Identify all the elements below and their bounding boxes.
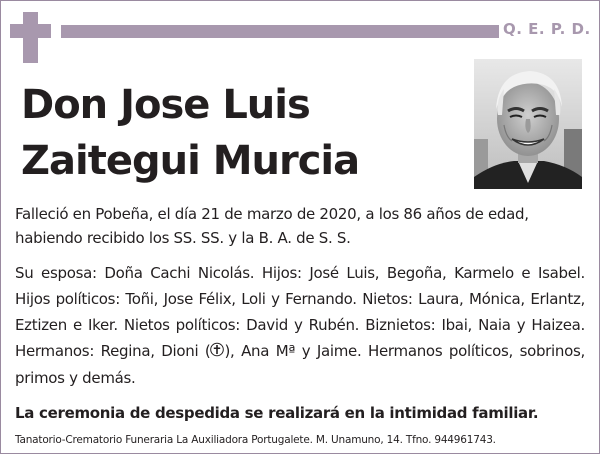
- deceased-cross-icon: [210, 339, 224, 365]
- deceased-portrait-photo: [474, 59, 582, 189]
- cross-icon-horizontal: [10, 24, 51, 38]
- family-list-part2: ), Ana Mª y Jaime. Hermanos políticos, sobrinos, primos y demás.: [15, 342, 585, 387]
- portrait-image: [474, 59, 582, 189]
- header-rule: [61, 25, 499, 38]
- deceased-name-line2: Zaitegui Murcia: [21, 138, 360, 184]
- funeral-home-info: Tanatorio-Crematorio Funeraria La Auxiliadora Portugalete. M. Unamuno, 14. Tfno. 944961743.: [15, 434, 496, 446]
- deceased-name-line1: Don Jose Luis: [21, 82, 310, 128]
- family-list: [15, 260, 585, 391]
- deceased-name: [21, 77, 359, 189]
- family-list-part1: Su esposa: Doña Cachi Nicolás. Hijos: José Luis, Begoña, Karmelo e Isabel. Hijos políticos: Toñi, Jose Félix, Loli y Fernando. Nietos: Laura, Mónica, Erlantz, Eztizen e Iker. Nietos políticos: David y Rubén. Biznietos: Ibai, Naia y Haizea. Hermanos: Regina, Dioni (: [15, 264, 585, 360]
- qepd-label: Q. E. P. D.: [503, 20, 591, 38]
- ceremony-notice: La ceremonia de despedida se realizará en la intimidad familiar.: [15, 404, 539, 422]
- death-announcement: Falleció en Pobeña, el día 21 de marzo de 2020, a los 86 años de edad, habiendo recibido los SS. SS. y la B. A. de S. S.: [15, 205, 529, 247]
